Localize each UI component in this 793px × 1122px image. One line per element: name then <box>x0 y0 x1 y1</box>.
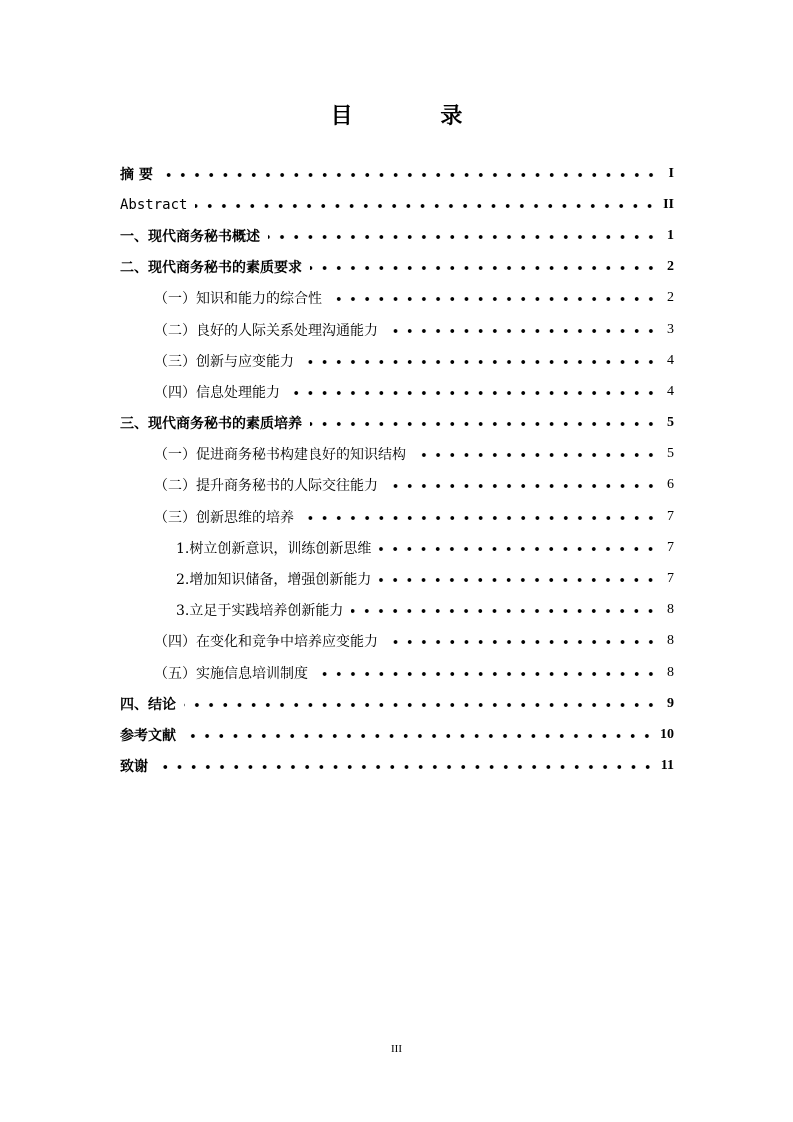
toc-entry-label: （三）创新与应变能力 <box>154 353 294 370</box>
toc-dot-leader <box>386 326 658 336</box>
toc-entry-label: （一）知识和能力的综合性 <box>154 291 322 308</box>
toc-entry-chapter-3[interactable] <box>120 408 674 439</box>
toc-dot-leader <box>386 637 658 647</box>
toc-dot-leader <box>302 357 658 367</box>
toc-entry-label: （一）促进商务秘书构建良好的知识结构 <box>154 447 406 464</box>
toc-entry-page: 9 <box>667 695 674 711</box>
toc-entry-page: II <box>663 196 674 212</box>
toc-entry-abstract-en[interactable] <box>120 189 674 220</box>
toc-dot-leader <box>316 669 658 679</box>
toc-entry-label: 致谢 <box>120 759 148 776</box>
toc-entry-label: （四）在变化和竞争中培养应变能力 <box>154 634 378 651</box>
toc-dot-leader <box>379 544 658 554</box>
toc-entry-section-3-3[interactable] <box>120 501 674 532</box>
toc-entry-page: 7 <box>667 508 674 524</box>
toc-entry-section-3-5[interactable] <box>120 657 674 688</box>
toc-entry-page: 1 <box>667 227 674 243</box>
toc-dot-leader <box>351 606 658 616</box>
toc-entry-chapter-2[interactable] <box>120 252 674 283</box>
toc-dot-leader <box>386 481 658 491</box>
toc-entry-chapter-4[interactable] <box>120 688 674 719</box>
toc-dot-leader <box>414 450 658 460</box>
toc-dot-leader <box>184 731 654 741</box>
toc-dot-leader <box>195 201 657 211</box>
toc-entry-chapter-1[interactable] <box>120 220 674 251</box>
toc-entry-page: 5 <box>667 446 674 462</box>
toc-entry-page: 4 <box>667 383 674 399</box>
toc-entry-page: 8 <box>667 633 674 649</box>
toc-entry-label: 二、现代商务秘书的素质要求 <box>120 260 302 277</box>
toc-entry-page: 2 <box>667 290 674 306</box>
toc-entry-page: 10 <box>660 726 674 742</box>
toc-entry-abstract-cn[interactable] <box>120 158 674 189</box>
toc-entry-label: （五）实施信息培训制度 <box>154 665 308 682</box>
toc-entry-section-2-3[interactable] <box>120 345 674 376</box>
toc-entry-acknowledgements[interactable] <box>120 751 674 782</box>
toc-entry-section-2-2[interactable] <box>120 314 674 345</box>
toc-entry-label: 四、结论 <box>120 696 176 713</box>
toc-entry-section-2-1[interactable] <box>120 283 674 314</box>
toc-entry-page: 7 <box>667 571 674 587</box>
toc-entry-section-3-1[interactable] <box>120 439 674 470</box>
toc-entry-label: 一、现代商务秘书概述 <box>120 228 260 245</box>
toc-entry-page: 5 <box>667 415 674 431</box>
toc-entry-subsection-3-3-3[interactable] <box>120 595 674 626</box>
page-number-footer: III <box>391 1043 402 1055</box>
toc-dot-leader <box>268 232 658 242</box>
toc-entry-section-3-4[interactable] <box>120 626 674 657</box>
toc-dot-leader <box>379 575 658 585</box>
toc-entry-page: 6 <box>667 477 674 493</box>
toc-entry-label: 1.树立创新意识，训练创新思维 <box>176 540 372 557</box>
toc-entry-label: （四）信息处理能力 <box>154 384 280 401</box>
toc-entry-label: （二）提升商务秘书的人际交往能力 <box>154 478 378 495</box>
toc-entry-subsection-3-3-1[interactable] <box>120 532 674 563</box>
toc-dot-leader <box>330 294 658 304</box>
toc-entry-page: 11 <box>660 758 674 774</box>
toc-entry-page: 4 <box>667 352 674 368</box>
table-of-contents <box>120 158 674 782</box>
toc-entry-page: 2 <box>667 259 674 275</box>
toc-entry-label: （二）良好的人际关系处理沟通能力 <box>154 322 378 339</box>
toc-entry-label: 三、现代商务秘书的素质培养 <box>120 416 302 433</box>
toc-dot-leader <box>161 170 658 180</box>
toc-entry-label: 3.立足于实践培养创新能力 <box>176 603 344 620</box>
toc-entry-label: 摘 要 <box>120 166 153 183</box>
toc-dot-leader <box>156 762 655 772</box>
toc-dot-leader <box>310 419 658 429</box>
page-title: 目 录 <box>330 104 503 129</box>
toc-entry-label: 参考文献 <box>120 727 176 744</box>
toc-dot-leader <box>302 513 658 523</box>
toc-entry-page: I <box>668 165 674 181</box>
toc-entry-section-2-4[interactable] <box>120 376 674 407</box>
toc-entry-label: 2.增加知识储备，增强创新能力 <box>176 572 372 589</box>
toc-entry-page: 8 <box>667 602 674 618</box>
toc-dot-leader <box>288 388 658 398</box>
toc-entry-page: 3 <box>667 321 674 337</box>
toc-entry-subsection-3-3-2[interactable] <box>120 563 674 594</box>
toc-entry-references[interactable] <box>120 719 674 750</box>
toc-entry-label: Abstract <box>120 196 188 213</box>
toc-dot-leader <box>184 700 658 710</box>
toc-entry-page: 8 <box>667 664 674 680</box>
toc-entry-page: 7 <box>667 539 674 555</box>
toc-entry-label: （三）创新思维的培养 <box>154 509 294 526</box>
toc-entry-section-3-2[interactable] <box>120 470 674 501</box>
toc-dot-leader <box>310 263 658 273</box>
